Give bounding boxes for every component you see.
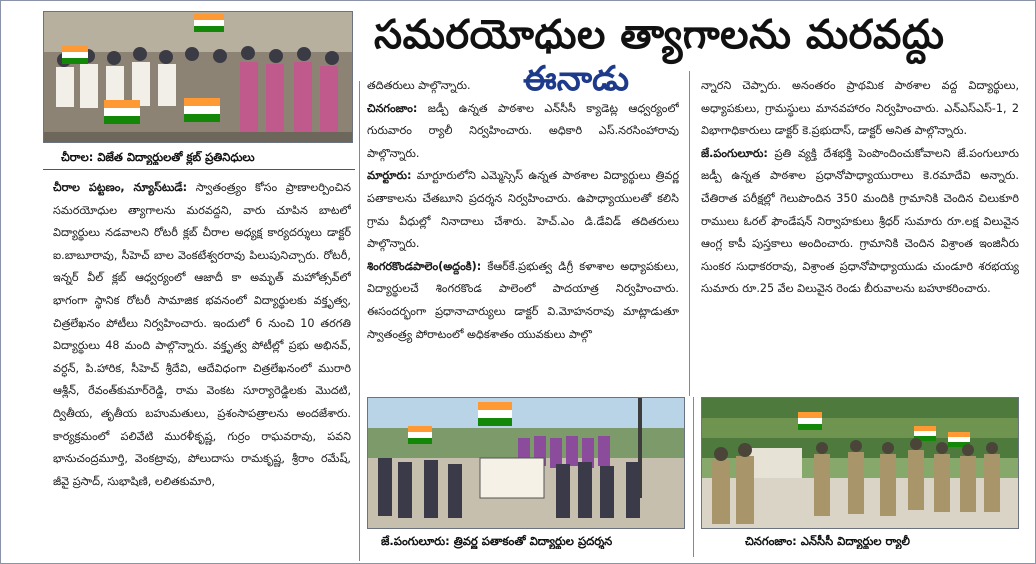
- article-column-3: [701, 75, 1019, 397]
- chirala-photo-illustration: [44, 12, 353, 143]
- chirala-photo-caption: చీరాల: విజేత విద్యార్థులతో క్లబ్ ప్రతినిధులు: [61, 150, 255, 164]
- dateline: చీరాల పట్టణం, న్యూస్‌టుడే:: [53, 181, 188, 194]
- chinaganjam-ncc-rally-photo: [701, 397, 1019, 529]
- subhead-chinaganjam: చినగంజాం:: [367, 101, 418, 115]
- chirala-group-photo: [43, 11, 353, 143]
- paragraph-chinaganjam: జడ్పీ ఉన్నత పాఠశాల ఎన్‌సీసీ క్యాడెట్ల ఆధ్వర్యంలో గురువారం ర్యాలీ నిర్వహించారు. అధికారి ఎస్.నరసింహారావు పాల్గొన్నారు.: [367, 101, 679, 160]
- column-3-lead: న్నారని చెప్పారు. అనంతరం ప్రాథమిక పాఠశాల వద్ద విద్యార్థులు, అధ్యాపకులు, గ్రామస్థులు మానవహారం నిర్వహించారు. ఎన్ఎస్ఎస్-1, 2 విభాగాధికారులు డాక్టర్ కె.ప్రభుదాస్, డాక్టర్ అనిత పాల్గొన్నారు.: [701, 79, 1019, 138]
- article-column-2: [367, 75, 679, 397]
- article-column-1: [53, 177, 351, 563]
- subhead-martur: మార్టూరు:: [367, 169, 412, 183]
- chinaganjam-photo-caption: చినగంజాం: ఎన్‌సీసీ విద్యార్థుల ర్యాలీ: [745, 534, 910, 548]
- jpangaluru-photo-illustration: [368, 398, 685, 529]
- paragraph-singarakondapalem: కేఆర్‌కే.ప్రభుత్వ డిగ్రీ కళాశాల అధ్యాపకులు, విద్యార్థులచే శింగరకొండ పాలెంలో పాదయాత్ర నిర్వహించారు. ఈసందర్భంగా ప్రధానాచార్యులు డాక్టర్ వి.మోహనరావు మాట్లాడుతూ స్వాతంత్ర్య పోరాటంలో అధికశాతం యువకులు పాల్గొ: [367, 259, 679, 341]
- jpangaluru-photo-caption: జే.పంగులూరు: త్రివర్ణ పతాకంతో విద్యార్థుల ప్రదర్శన: [381, 534, 613, 548]
- column-1-body: స్వాతంత్ర్యం కోసం ప్రాణాలర్పించిన సమరయోధుల త్యాగాలను మరవద్దని, వారు చూపిన బాటలో విద్యార్థులు నడవాలని రోటరీ క్లబ్ చీరాల అధ్యక్ష కార్యదర్శులు డాక్టర్ ఐ.బాబూరావు, సీహెచ్ బాల వెంకటేశ్వరరావు పిలుపునిచ్చారు. రోటరీ, ఇన్నర్ వీల్ క్లబ్ ఆధ్వర్యంలో ఆజాదీ కా అమృత్ మహోత్సవ్‌లో భాగంగా స్థానిక రోటరీ సామాజిక భవనంలో విద్యార్థులకు వక్తృత్వ, చిత్రలేఖనం పోటీలు నిర్వహించారు. ఇందులో 6 నుంచి 10 తరగతి విద్యార్థులు 48 మంది పాల్గొన్నారు. వక్తృత్వ పోటీల్లో ప్రభు అభినవ్, వర్ధన్, పి.హారిక, సీహెచ్ శ్రీదేవి, ఆదేవిధంగా చిత్రలేఖనంలో మురారి ఆశ్లీన్, రేవంత్‌కుమార్‌రెడ్డి, రామ వెంకట సూర్యారెడ్డిలకు మొదటి, ద్వితీయ, తృతీయ బహుమతులు, ప్రశంసాపత్రాలను అందజేశారు. కార్యక్రమంలో పలివేటి మురళీకృష్ణ, గుర్రం రాఘవరావు, పవని భానుచంద్రమూర్తి, వెంకట్రావు, పోలుదాసు రామకృష్ణ, శ్రీరాం రమేష్, జీవై ప్రసాద్, సుభాషిణి, లలితకుమారి,: [53, 181, 351, 488]
- column-divider-3: [693, 397, 694, 557]
- column-divider-1: [359, 81, 360, 561]
- headline: సమరయోధుల త్యాగాలను మరవద్దు: [374, 12, 945, 58]
- column-divider-2: [689, 71, 690, 396]
- caption-divider: [43, 169, 355, 170]
- jpangaluru-rally-photo: [367, 397, 685, 529]
- subhead-singarakondapalem: శింగరకొండపాలెం(అద్దంకి):: [367, 259, 482, 273]
- paragraph-martur: మార్టూరులోని ఎమ్మెస్సెస్ ఉన్నత పాఠశాల విద్యార్థులు త్రివర్ణ పతాకాలను చేతబూని ప్రదర్శన నిర్వహించారు. ఉపాధ్యాయులతో కలిసి గ్రామ వీధుల్లో నినాదాలు చేశారు. హెచ్.ఎం డి.డేవిడ్ తదితరులు పాల్గొన్నారు.: [367, 169, 679, 251]
- column-2-lead: తదితరులు పాల్గొన్నారు.: [367, 79, 471, 92]
- eenadu-masthead-logo: ఈనాడు: [522, 59, 630, 99]
- chinaganjam-photo-illustration: [702, 398, 1019, 529]
- subhead-jpangaluru: జే.పంగులూరు:: [701, 146, 768, 160]
- paragraph-jpangaluru: ప్రతి వ్యక్తి దేశభక్తి పెంపొందించుకోవాలని జే.పంగులూరు జడ్పీ ఉన్నత పాఠశాల ప్రధానోపాధ్యాయురాలు కె.రమాదేవి అన్నారు. చేతిరాత పరీక్షల్లో గెలుపొందిన 350 మందికి గ్రామానికి చెందిన చిలుకూరి రాములు ఓరల్ ఫౌండేషన్ నిర్వాహకులు శ్రీధర్ సుమారు రూ.లక్ష విలువైన ఆంగ్ల కాపీ పుస్తకాలు అందించారు. గ్రామానికి చెందిన విశ్రాంత ఇంజినీరు సుంకర సుధాకరరావు, విశ్రాంత ప్రధానోపాధ్యాయుడు చుండూరి శరభయ్య సుమారు రూ.25 వేల విలువైన రెండు బీరువాలను బహూకరించారు.: [701, 146, 1019, 296]
